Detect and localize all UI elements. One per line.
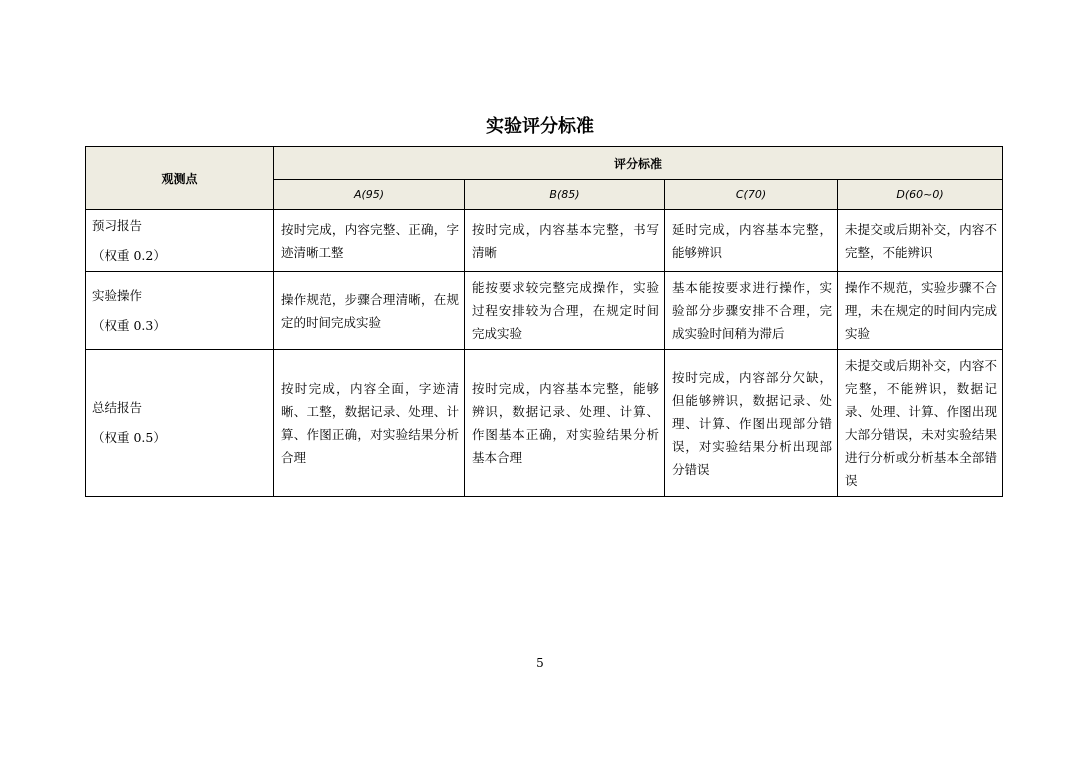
grade-header-a: A(95) — [274, 180, 465, 210]
criteria-cell-b: 按时完成，内容基本完整，能够辨识，数据记录、处理、计算、作图基本正确，对实验结果分析基本合理 — [465, 350, 665, 497]
criteria-cell-b: 按时完成，内容基本完整，书写清晰 — [465, 210, 665, 272]
grade-header-c: C(70) — [665, 180, 838, 210]
row-label-summary-report — [86, 350, 274, 497]
page-number: 5 — [536, 656, 544, 670]
criteria-cell-d: 未提交或后期补交，内容不完整，不能辨识 — [838, 210, 1003, 272]
grading-rubric-table — [85, 146, 1003, 497]
criteria-cell-c: 基本能按要求进行操作，实验部分步骤安排不合理，完成实验时间稍为滞后 — [665, 272, 838, 350]
grade-header-b: B(85) — [465, 180, 665, 210]
criteria-cell-d: 未提交或后期补交，内容不完整，不能辨识，数据记录、处理、计算、作图出现大部分错误，未对实验结果进行分析或分析基本全部错误 — [838, 350, 1003, 497]
criteria-cell-c: 按时完成，内容部分欠缺，但能够辨识，数据记录、处理、计算、作图出现部分错误，对实验结果分析出现部分错误 — [665, 350, 838, 497]
table-row — [86, 210, 1003, 272]
document-title: 实验评分标准 — [486, 116, 594, 137]
row-label-text: 总结报告 — [92, 400, 143, 415]
header-observation-point: 观测点 — [86, 147, 274, 210]
criteria-cell-a: 按时完成，内容完整、正确，字迹清晰工整 — [274, 210, 465, 272]
grade-header-d: D(60~0) — [838, 180, 1003, 210]
criteria-cell-a: 操作规范，步骤合理清晰，在规定的时间完成实验 — [274, 272, 465, 350]
row-weight: （权重 0.5） — [92, 430, 166, 445]
row-label-preview-report — [86, 210, 274, 272]
row-weight: （权重 0.3） — [92, 317, 166, 333]
row-weight: （权重 0.2） — [92, 247, 166, 263]
criteria-cell-b: 能按要求较完整完成操作，实验过程安排较为合理，在规定时间完成实验 — [465, 272, 665, 350]
header-grading-criteria: 评分标准 — [274, 147, 1003, 180]
row-label-experiment-operation — [86, 272, 274, 350]
table-row — [86, 350, 1003, 497]
row-label-text: 预习报告 — [92, 217, 143, 233]
criteria-cell-c: 延时完成，内容基本完整，能够辨识 — [665, 210, 838, 272]
table-row — [86, 272, 1003, 350]
row-label-text: 实验操作 — [92, 287, 143, 303]
criteria-cell-d: 操作不规范，实验步骤不合理，未在规定的时间内完成实验 — [838, 272, 1003, 350]
criteria-cell-a: 按时完成，内容全面，字迹清晰、工整，数据记录、处理、计算、作图正确，对实验结果分析合理 — [274, 350, 465, 497]
